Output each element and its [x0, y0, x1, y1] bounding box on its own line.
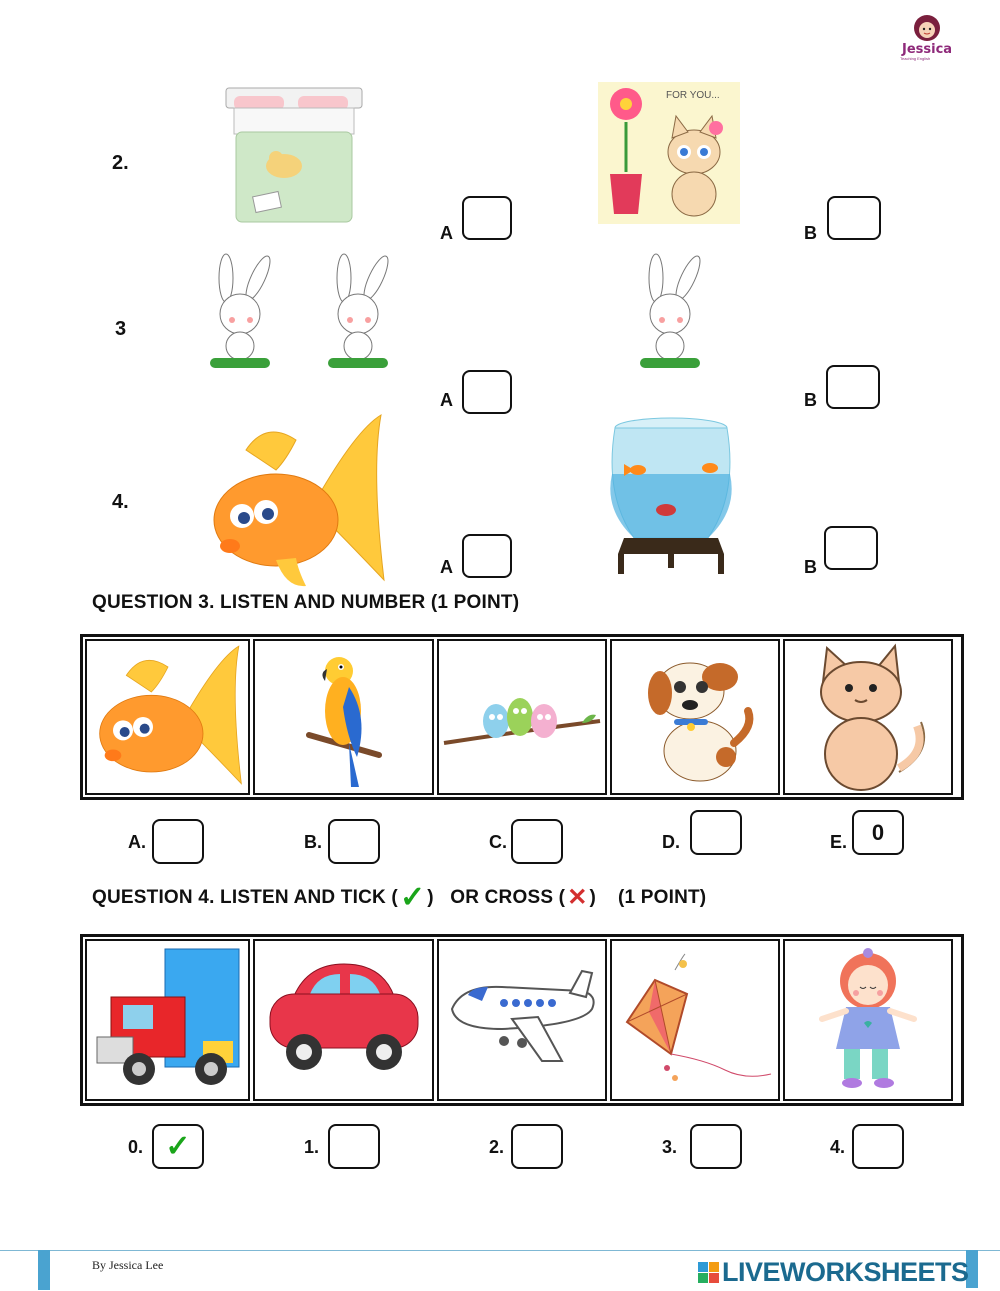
- answer-box-row2-b[interactable]: [827, 196, 881, 240]
- answer-label-e: E.: [830, 832, 848, 852]
- card-text: FOR YOU...: [666, 90, 720, 101]
- answer-label-a: A.: [128, 832, 146, 852]
- answer-box-c[interactable]: [511, 819, 563, 864]
- footer-author: By Jessica Lee: [92, 1258, 164, 1272]
- question4-title-part1: QUESTION 4. LISTEN AND TICK (: [92, 887, 398, 908]
- row-number: 3: [115, 318, 127, 340]
- answer-label-4: 4.: [830, 1137, 846, 1157]
- two-rabbits-icon: [204, 250, 394, 377]
- option-a-label: A: [440, 223, 453, 243]
- birds-icon: [437, 639, 607, 795]
- answer-box-3[interactable]: [690, 1124, 742, 1169]
- question3-title: QUESTION 3. LISTEN AND NUMBER (1 POINT): [92, 592, 520, 613]
- footer-left-bar: [38, 1250, 50, 1290]
- answer-box-a[interactable]: [152, 819, 204, 864]
- doll-icon: [783, 939, 953, 1101]
- dog-icon: [610, 639, 780, 795]
- kite-icon: [610, 939, 780, 1101]
- one-rabbit-icon: [634, 250, 710, 377]
- option-b-label: B: [804, 390, 817, 410]
- option-b-label: B: [804, 223, 817, 243]
- answer-label-0: 0.: [128, 1137, 144, 1157]
- bed-icon: [224, 86, 364, 231]
- answer-box-2[interactable]: [511, 1124, 563, 1169]
- parrot-icon: [253, 639, 434, 795]
- question4-image-grid: [80, 934, 964, 1106]
- logo-tagline: Teaching English: [900, 56, 931, 61]
- option-a-label: A: [440, 557, 453, 577]
- answer-label-d: D.: [662, 832, 680, 852]
- answer-label-1: 1.: [304, 1137, 320, 1157]
- answer-label-3: 3.: [662, 1137, 678, 1157]
- lws-logo-icon: [698, 1262, 719, 1283]
- question4-title-part2: ) OR CROSS (: [427, 887, 566, 908]
- jessica-logo: [898, 12, 956, 62]
- answer-box-0[interactable]: ✓: [152, 1124, 204, 1169]
- option-a-label: A: [440, 390, 453, 410]
- answer-box-row3-b[interactable]: [826, 365, 880, 409]
- liveworksheets-logo[interactable]: [698, 1257, 969, 1288]
- answer-box-4[interactable]: [852, 1124, 904, 1169]
- answer-box-b[interactable]: [328, 819, 380, 864]
- answer-label-c: C.: [489, 832, 507, 852]
- row-number: 4.: [112, 491, 129, 513]
- question4-title-part3: ) (1 POINT): [589, 887, 707, 908]
- answer-box-row2-a[interactable]: [462, 196, 512, 240]
- answer-label-b: B.: [304, 832, 322, 852]
- goldfish-icon: [85, 639, 250, 795]
- answer-box-row3-a[interactable]: [462, 370, 512, 414]
- lws-brand-text: LIVEWORKSHEETS: [722, 1257, 969, 1287]
- question4-title: [92, 881, 707, 914]
- row-number: 2.: [112, 152, 129, 174]
- fishbowl-icon: [604, 414, 738, 583]
- goldfish-icon: [206, 410, 386, 595]
- car-icon: [253, 939, 434, 1101]
- answer-box-e[interactable]: 0: [852, 810, 904, 855]
- answer-box-1[interactable]: [328, 1124, 380, 1169]
- truck-icon: [85, 939, 250, 1101]
- cat-icon: [783, 639, 953, 795]
- footer-divider: [0, 1250, 1000, 1251]
- answer-label-2: 2.: [489, 1137, 505, 1157]
- answer-box-d[interactable]: [690, 810, 742, 855]
- logo-text: Jessica: [902, 42, 953, 57]
- airplane-icon: [437, 939, 607, 1101]
- answer-box-row4-b[interactable]: [824, 526, 878, 570]
- cross-icon: ✕: [567, 884, 588, 911]
- option-b-label: B: [804, 557, 817, 577]
- tick-icon: ✓: [399, 881, 426, 914]
- question3-image-grid: [80, 634, 964, 800]
- cat-with-flower-icon: [598, 82, 740, 229]
- answer-box-row4-a[interactable]: [462, 534, 512, 578]
